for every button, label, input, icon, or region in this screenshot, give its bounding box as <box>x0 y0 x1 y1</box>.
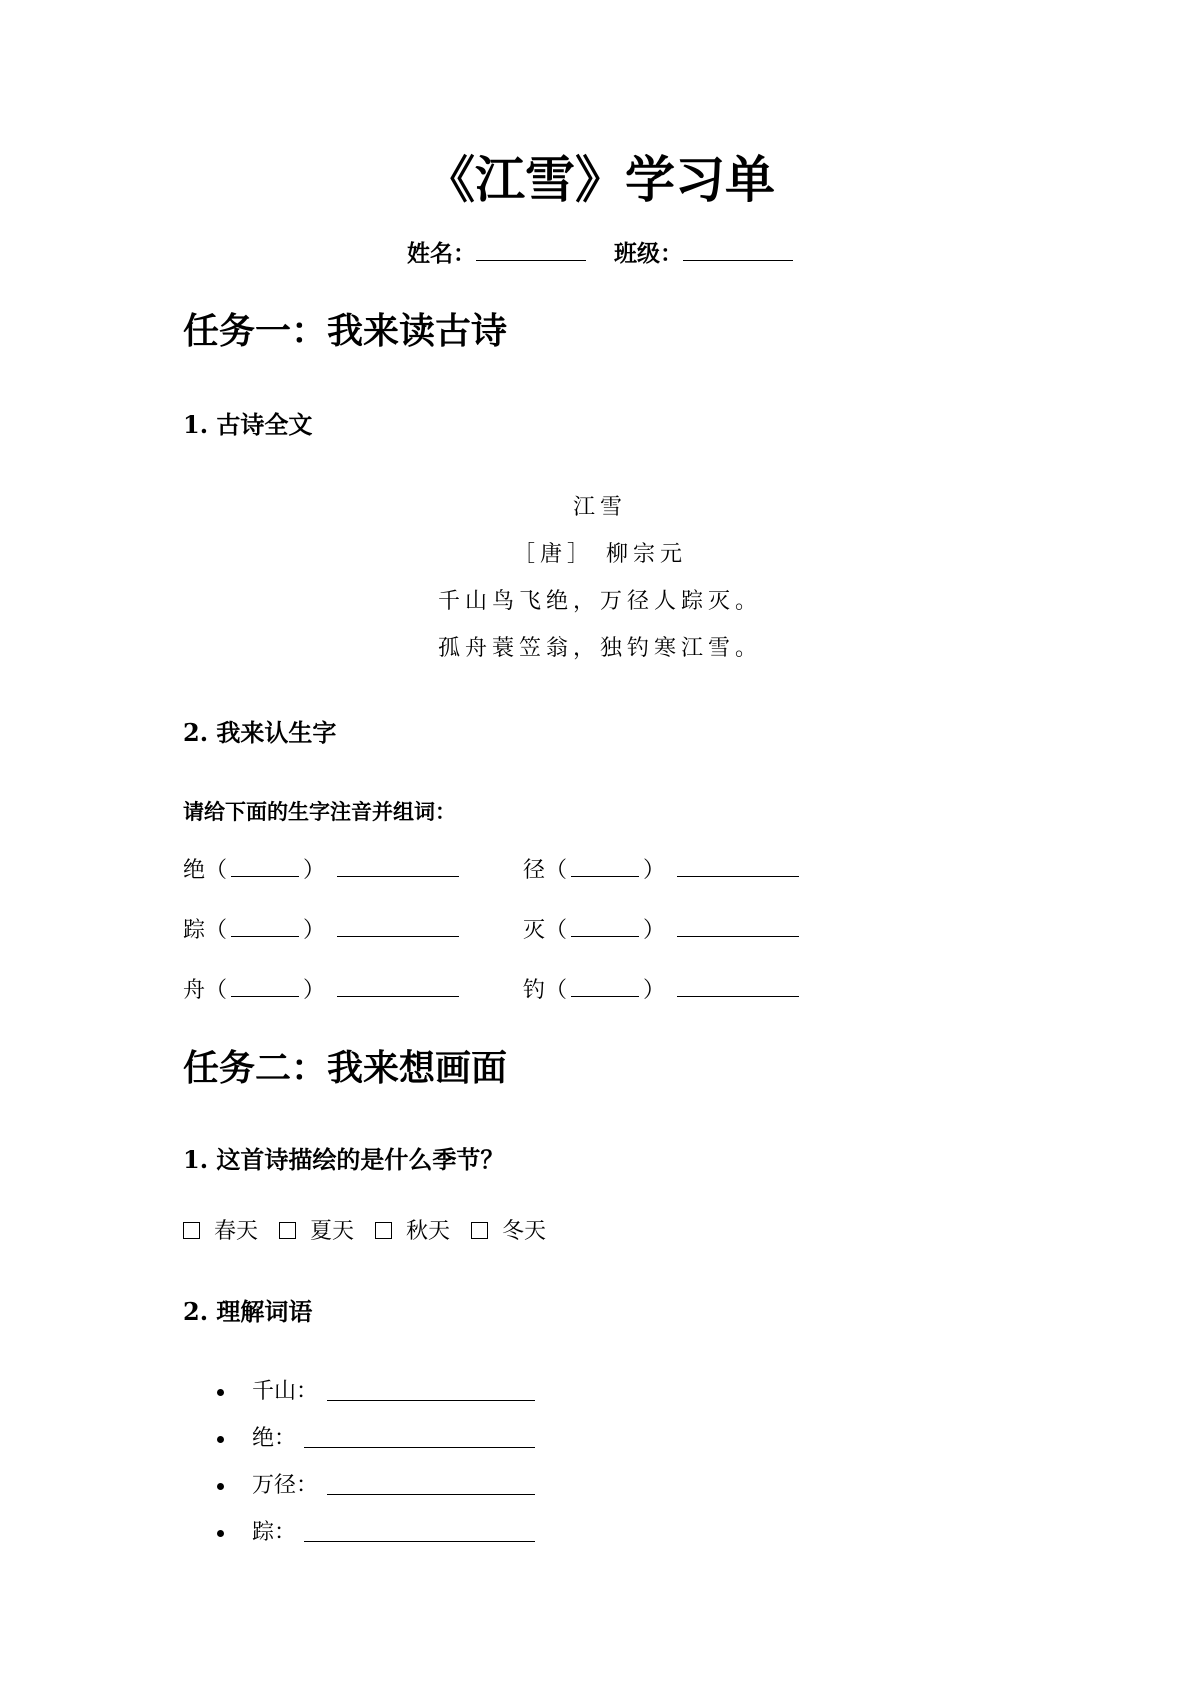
task2-section2-heading: 2. 理解词语 <box>183 1297 313 1326</box>
page-title: 《江雪》学习单 <box>425 150 775 209</box>
term-label: 万径： <box>252 1473 319 1498</box>
char-label: 灭 <box>523 918 546 943</box>
list-item <box>217 1421 296 1452</box>
bullet-icon <box>217 1483 224 1490</box>
instruction-text: 请给下面的生字注音并组词： <box>183 799 456 824</box>
season-label: 冬天 <box>502 1219 547 1244</box>
word-field[interactable] <box>337 916 459 937</box>
bullet-icon <box>217 1389 224 1396</box>
student-info-line <box>0 235 1200 268</box>
name-label: 姓名： <box>406 240 476 267</box>
poem-author: ［唐］ 柳宗元 <box>513 542 687 567</box>
word-field[interactable] <box>337 856 459 877</box>
pinyin-field[interactable] <box>231 976 299 997</box>
pinyin-field[interactable] <box>231 856 299 877</box>
pinyin-field[interactable] <box>571 976 639 997</box>
char-label: 径 <box>523 858 546 883</box>
poem-title: 江雪 <box>572 495 627 520</box>
char-label: 钓 <box>523 978 546 1003</box>
season-checkbox-spring[interactable] <box>183 1222 200 1239</box>
class-field[interactable] <box>683 240 793 261</box>
word-field[interactable] <box>337 976 459 997</box>
season-label: 春天 <box>214 1219 259 1244</box>
bullet-icon <box>217 1530 224 1537</box>
pinyin-field[interactable] <box>571 856 639 877</box>
term-answer-field[interactable] <box>304 1446 535 1448</box>
char-item: 舟（ ） <box>183 973 459 1004</box>
task1-section2-heading: 2. 我来认生字 <box>183 718 337 747</box>
term-label: 千山： <box>252 1379 319 1404</box>
char-label: 踪 <box>183 918 206 943</box>
pinyin-field[interactable] <box>571 916 639 937</box>
list-item <box>217 1515 296 1546</box>
list-item <box>217 1468 318 1499</box>
term-answer-field[interactable] <box>304 1540 535 1542</box>
class-label: 班级： <box>614 240 684 267</box>
char-label: 舟 <box>183 978 206 1003</box>
word-field[interactable] <box>677 976 799 997</box>
term-answer-field[interactable] <box>327 1493 535 1495</box>
season-label: 夏天 <box>310 1219 355 1244</box>
task1-heading: 任务一：我来读古诗 <box>183 310 508 352</box>
season-checkbox-winter[interactable] <box>471 1222 488 1239</box>
char-item: 绝（ ） <box>183 853 459 884</box>
word-field[interactable] <box>677 916 799 937</box>
char-item: 径（ ） <box>523 853 799 884</box>
season-label: 秋天 <box>406 1219 451 1244</box>
term-label: 绝： <box>252 1426 297 1451</box>
name-field[interactable] <box>476 240 586 261</box>
char-item: 钓（ ） <box>523 973 799 1004</box>
char-label: 绝 <box>183 858 206 883</box>
season-checkbox-autumn[interactable] <box>375 1222 392 1239</box>
term-label: 踪： <box>252 1520 297 1545</box>
task2-section1-heading: 1. 这首诗描绘的是什么季节？ <box>183 1145 505 1174</box>
bullet-icon <box>217 1436 224 1443</box>
char-item: 灭（ ） <box>523 913 799 944</box>
list-item <box>217 1374 318 1405</box>
task1-section1-heading: 1. 古诗全文 <box>183 410 313 439</box>
pinyin-field[interactable] <box>231 916 299 937</box>
task2-heading: 任务二：我来想画面 <box>183 1047 508 1089</box>
season-options <box>183 1214 560 1245</box>
poem-line-2: 孤舟蓑笠翁，独钓寒江雪。 <box>437 636 762 661</box>
term-answer-field[interactable] <box>327 1399 535 1401</box>
season-checkbox-summer[interactable] <box>279 1222 296 1239</box>
char-item: 踪（ ） <box>183 913 459 944</box>
word-field[interactable] <box>677 856 799 877</box>
poem-line-1: 千山鸟飞绝，万径人踪灭。 <box>437 589 762 614</box>
